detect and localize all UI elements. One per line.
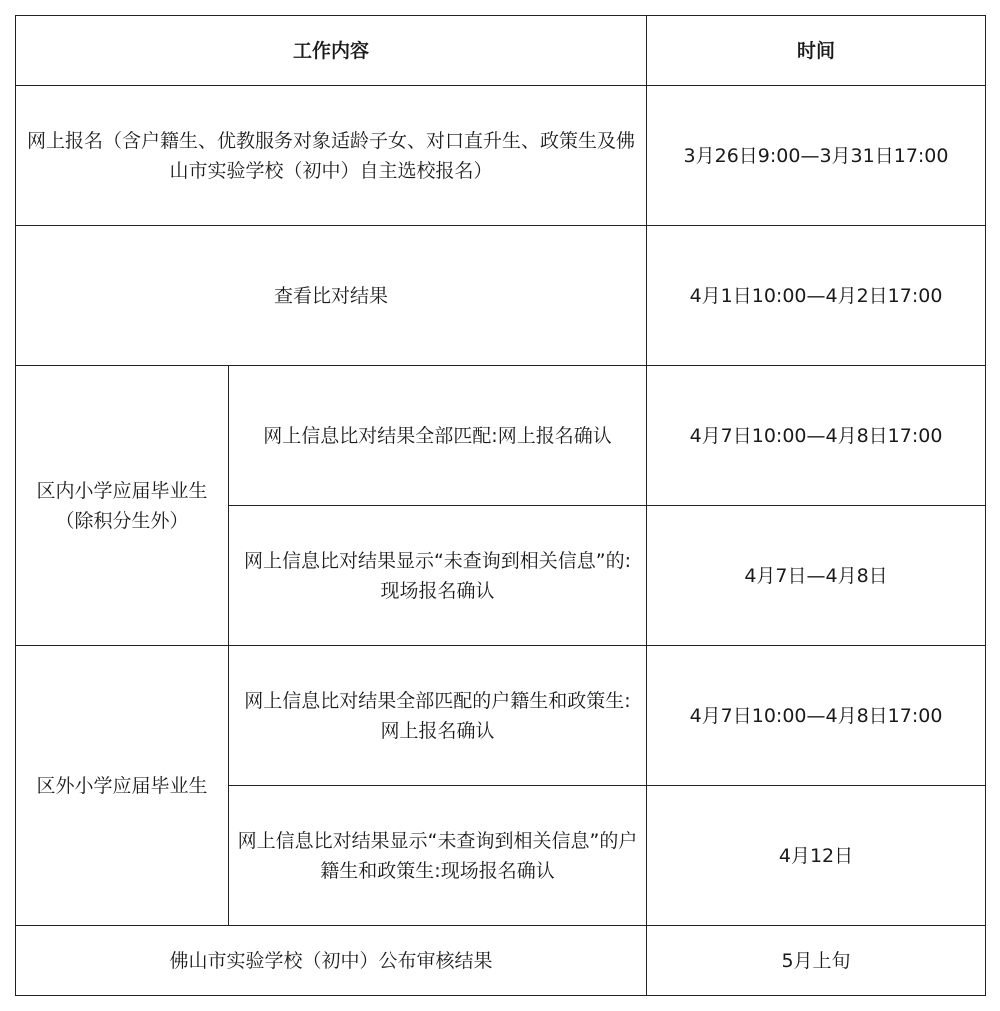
row-content-text: 网上报名（含户籍生、优教服务对象适龄子女、对口直升生、政策生及佛山市实验学校（初中）自主选校报名）	[27, 129, 636, 182]
table-row	[16, 926, 986, 996]
group-item-content-cell: 网上信息比对结果显示“未查询到相关信息”的:现场报名确认	[229, 506, 647, 646]
group-item-content-cell: 网上信息比对结果全部匹配的户籍生和政策生:网上报名确认	[229, 646, 647, 786]
table-row	[16, 226, 986, 366]
table-row	[16, 366, 986, 506]
group-item-time-cell: 4月7日10:00—4月8日17:00	[647, 646, 986, 786]
group-label-line1: 区内小学应届毕业生	[36, 479, 208, 502]
group-item-time-cell: 4月12日	[647, 786, 986, 926]
group-label-cell	[16, 366, 229, 646]
footer-time-cell: 5月上旬	[647, 926, 986, 996]
group-item-content-cell: 网上信息比对结果显示“未查询到相关信息”的户籍生和政策生:现场报名确认	[229, 786, 647, 926]
row-time-cell: 4月1日10:00—4月2日17:00	[647, 226, 986, 366]
group-item-time-cell: 4月7日—4月8日	[647, 506, 986, 646]
group-label-line2: （除积分生外）	[55, 509, 189, 532]
table-row	[16, 86, 986, 226]
group-item-content-cell: 网上信息比对结果全部匹配:网上报名确认	[229, 366, 647, 506]
group-item-time-cell: 4月7日10:00—4月8日17:00	[647, 366, 986, 506]
row-time-cell: 3月26日9:00—3月31日17:00	[647, 86, 986, 226]
group-label-cell: 区外小学应届毕业生	[16, 646, 229, 926]
schedule-table	[15, 15, 986, 996]
row-content-cell	[16, 86, 647, 226]
header-time-cell: 时间	[647, 16, 986, 86]
header-row	[16, 16, 986, 86]
header-content-cell: 工作内容	[16, 16, 647, 86]
footer-content-cell: 佛山市实验学校（初中）公布审核结果	[16, 926, 647, 996]
table-row	[16, 646, 986, 786]
row-content-cell: 查看比对结果	[16, 226, 647, 366]
